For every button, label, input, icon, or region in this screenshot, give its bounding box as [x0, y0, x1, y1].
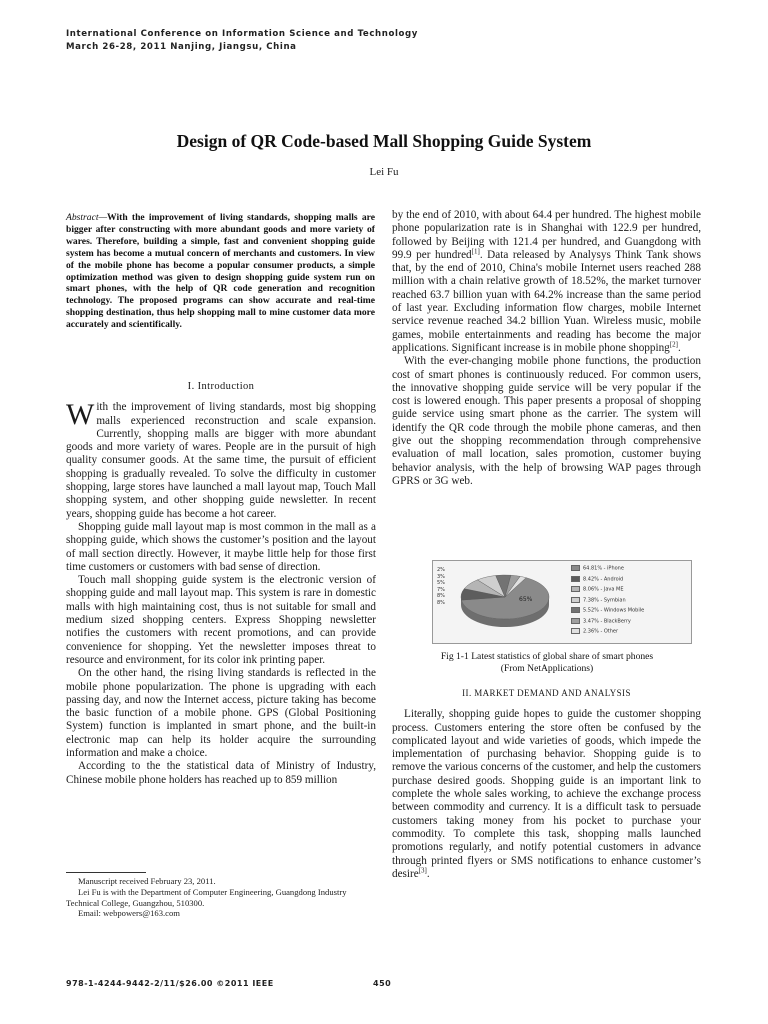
legend-swatch [571, 565, 580, 571]
legend-item-0 [571, 565, 624, 572]
conference-date: March 26-28, 2011 Nanjing, Jiangsu, China [66, 41, 297, 52]
legend-label: 7.38% - Symbian [583, 597, 626, 603]
right-paragraph-1-a: by the end of 2010, with about 64.4 per hundred. The highest mobile phone popularization rate is in Shanghai with 122.9 per hundred, followed by Beijing with 121.4 per hundred, and Guangdong with 99.9 per hundred [392, 209, 701, 261]
legend-item-3 [571, 597, 626, 604]
legend-swatch [571, 628, 580, 634]
pie-label-0: 2% [437, 567, 445, 573]
footnotes [66, 876, 376, 919]
right-paragraph-2: With the ever-changing mobile phone functions, the production cost of smart phones is continuously reduced. For common users, the innovative shopping guide service will be very popular if the cost is lowered enough. This paper presents a proposal of shopping guide service using smart phone as the carrier. The system will identify the QR code through the mobile phone cameras, and then give out the shopping recommendation through comprehensive evaluation of mall location, sales promotion, customer buying behavior analysis, with the help of browsing WAP pages through GPRS or 3G web. [392, 355, 701, 487]
right-column-bottom [392, 687, 701, 881]
legend-swatch [571, 618, 580, 624]
footnote-email: Email: webpowers@163.com [78, 908, 180, 919]
drop-cap: W [66, 398, 95, 432]
page-number: 450 [373, 979, 392, 988]
intro-paragraph-2: Shopping guide mall layout map is most common in the mall as a shopping guide, which shows the customer’s position and the layout of mall section directly. However, it maybe little help for those first time customers or customers with bad sense of direction. [66, 520, 376, 573]
legend-label: 8.06% - Java ME [583, 586, 624, 593]
legend-label: 8.42% - Android [583, 576, 624, 582]
section-heading-introduction: I. Introduction [187, 381, 255, 392]
abstract [66, 212, 375, 331]
pie-label-5: 8% [437, 599, 445, 606]
isbn-line: 978-1-4244-9442-2/11/$26.00 ©2011 IEEE [66, 979, 274, 988]
legend-label: 5.52% - Windows Mobile [583, 607, 645, 614]
market-paragraph [392, 708, 701, 881]
conference-header [66, 28, 418, 53]
pie-label-4: 8% [437, 593, 445, 599]
pie-label-2: 5% [437, 580, 445, 586]
footnote-affiliation: Lei Fu is with the Department of Computer Engineering, Guangdong Industry Technical College, Guangzhou, 510300. [66, 886, 347, 908]
market-paragraph-text: Literally, shopping guide hopes to guide the customer shopping process. Customers entering the store often be confused by the complicated layout and wide varieties of goods, which impede the implementation of purchasing behavior. Shopping guide is to remove the various concerns of the customer, and help the customers purchase desired goods. Shopping guide is an important link to complete the whole sales working, to achieve the exchange process between commodity and currency. It is a difficult task to persuade customers taking money from his pocket to purchase your commodity. To complete this task, shopping malls launched promotions regularly, and notify potential customers in advance through printed flyers or SMS notifications to enhance customer’s desire [392, 708, 701, 880]
abstract-label: Abstract— [66, 212, 108, 223]
abstract-text: With the improvement of living standards, shopping malls are bigger after constructing with more abundant goods and more variety of wares. Therefore, building a simple, fast and convenient shopping guide system has become a mutual concern of merchants and customers. In view of the mobile phone has become a popular consumer products, a simple optimization method was given to design shopping guide system run on smart phones, with the help of QR code generation and recognition technology. The proposed programs can show accurate and real-time shopping destination, thus help shopping mall to mine customer data more accurately and scientifically. [66, 212, 375, 331]
figure-caption-line-1: Fig 1-1 Latest statistics of global share of smart phones [440, 651, 654, 662]
right-paragraph-1-c: . [677, 341, 681, 354]
footnote-received: Manuscript received February 23, 2011. [78, 876, 216, 886]
legend-item-4 [571, 607, 644, 614]
footnote-rule [66, 872, 146, 873]
figure-caption-line-2: (From NetApplications) [500, 662, 594, 674]
reference-1: [1] [471, 247, 480, 256]
paper-author: Lei Fu [369, 166, 399, 178]
legend-item-5 [571, 618, 631, 625]
legend-item-6 [571, 628, 618, 635]
legend-label: 64.81% - iPhone [583, 565, 624, 572]
reference-2: [2] [669, 340, 678, 349]
conference-name: International Conference on Information Science and Technology [66, 29, 418, 39]
right-paragraph-1 [392, 209, 701, 355]
right-paragraph-1-b: . Data released by Analysys Think Tank shows that, by the end of 2010, China's mobile Internet users reached 288 million with a chain relative growth of 18.52%, the market turnover reached 63.7 billion yuan with 64.2% increase than the same period of last year. Excluding information flow charges, mobile Internet service revenue reached 34.2 billion Yuan. Wireless music, mobile games, mobile entertainments and reading has become the major applications. Significant increase is in mobile phone shopping [392, 248, 701, 354]
left-column [66, 380, 376, 787]
intro-paragraph-3: Touch mall shopping guide system is the electronic version of shopping guide and mall layout map. This system is rare in domestic malls with high maintaining cost, thus is not suitable for small and medium sized shopping centers. Express Shopping newsletter notifies the customers with recent promotions, and can provide convenience for shopping. Yet the newsletter imposes threat to resource and environment, for its color ink printing paper. [66, 574, 376, 666]
intro-paragraph-1-text: ith the improvement of living standards, most big shopping malls experienced reconstruction and scale expansion. Currently, shopping malls are bigger with more abundant goods and more variety of wares. People are in the pursuit of high quality consumer goods. At the same time, the pursuit of efficient shopping is gradually revealed. To solve the difficulty in customer shopping, large stores have launched a mall layout map, Touch Mall shopping system, and other shopping guide newsletter. In recent years, shopping guide has become a hot career. [66, 401, 376, 520]
reference-3: [3] [418, 866, 427, 875]
pie-label-3: 7% [437, 586, 445, 593]
legend-label: 2.36% - Other [583, 628, 619, 635]
legend-label: 3.47% - BlackBerry [583, 618, 631, 624]
pie-label-1: 3% [437, 573, 445, 580]
legend-item-1 [571, 576, 623, 583]
legend-swatch [571, 576, 580, 582]
figure-caption [392, 651, 702, 675]
legend-item-2 [571, 586, 624, 593]
intro-paragraph-1 [66, 398, 376, 521]
smartphone-share-chart [432, 560, 692, 644]
pie-chart [433, 561, 563, 643]
paper-title: Design of QR Code-based Mall Shopping Guide System [176, 131, 592, 151]
legend-swatch [571, 597, 580, 603]
section-heading-market: II. MARKET DEMAND AND ANALYSIS [462, 688, 631, 698]
legend-swatch [571, 607, 580, 613]
market-paragraph-end: . [426, 867, 430, 880]
intro-paragraph-4: On the other hand, the rising living standards is reflected in the mobile phone popularization. The phone is upgrading with each passing day, and now the Internet access, picture taking has become the basic function of a mobile phone. GPS (Global Positioning System) function is implanted in smart phone, and the built-in electronic map can help its holder acquire the surrounding information and make a choice. [66, 667, 376, 760]
intro-paragraph-5: According to the the statistical data of Ministry of Industry, Chinese mobile phone holders has reached up to 859 million [66, 760, 376, 786]
legend-swatch [571, 586, 580, 592]
right-column-top [392, 209, 701, 488]
pie-center-label: 65% [519, 596, 533, 603]
